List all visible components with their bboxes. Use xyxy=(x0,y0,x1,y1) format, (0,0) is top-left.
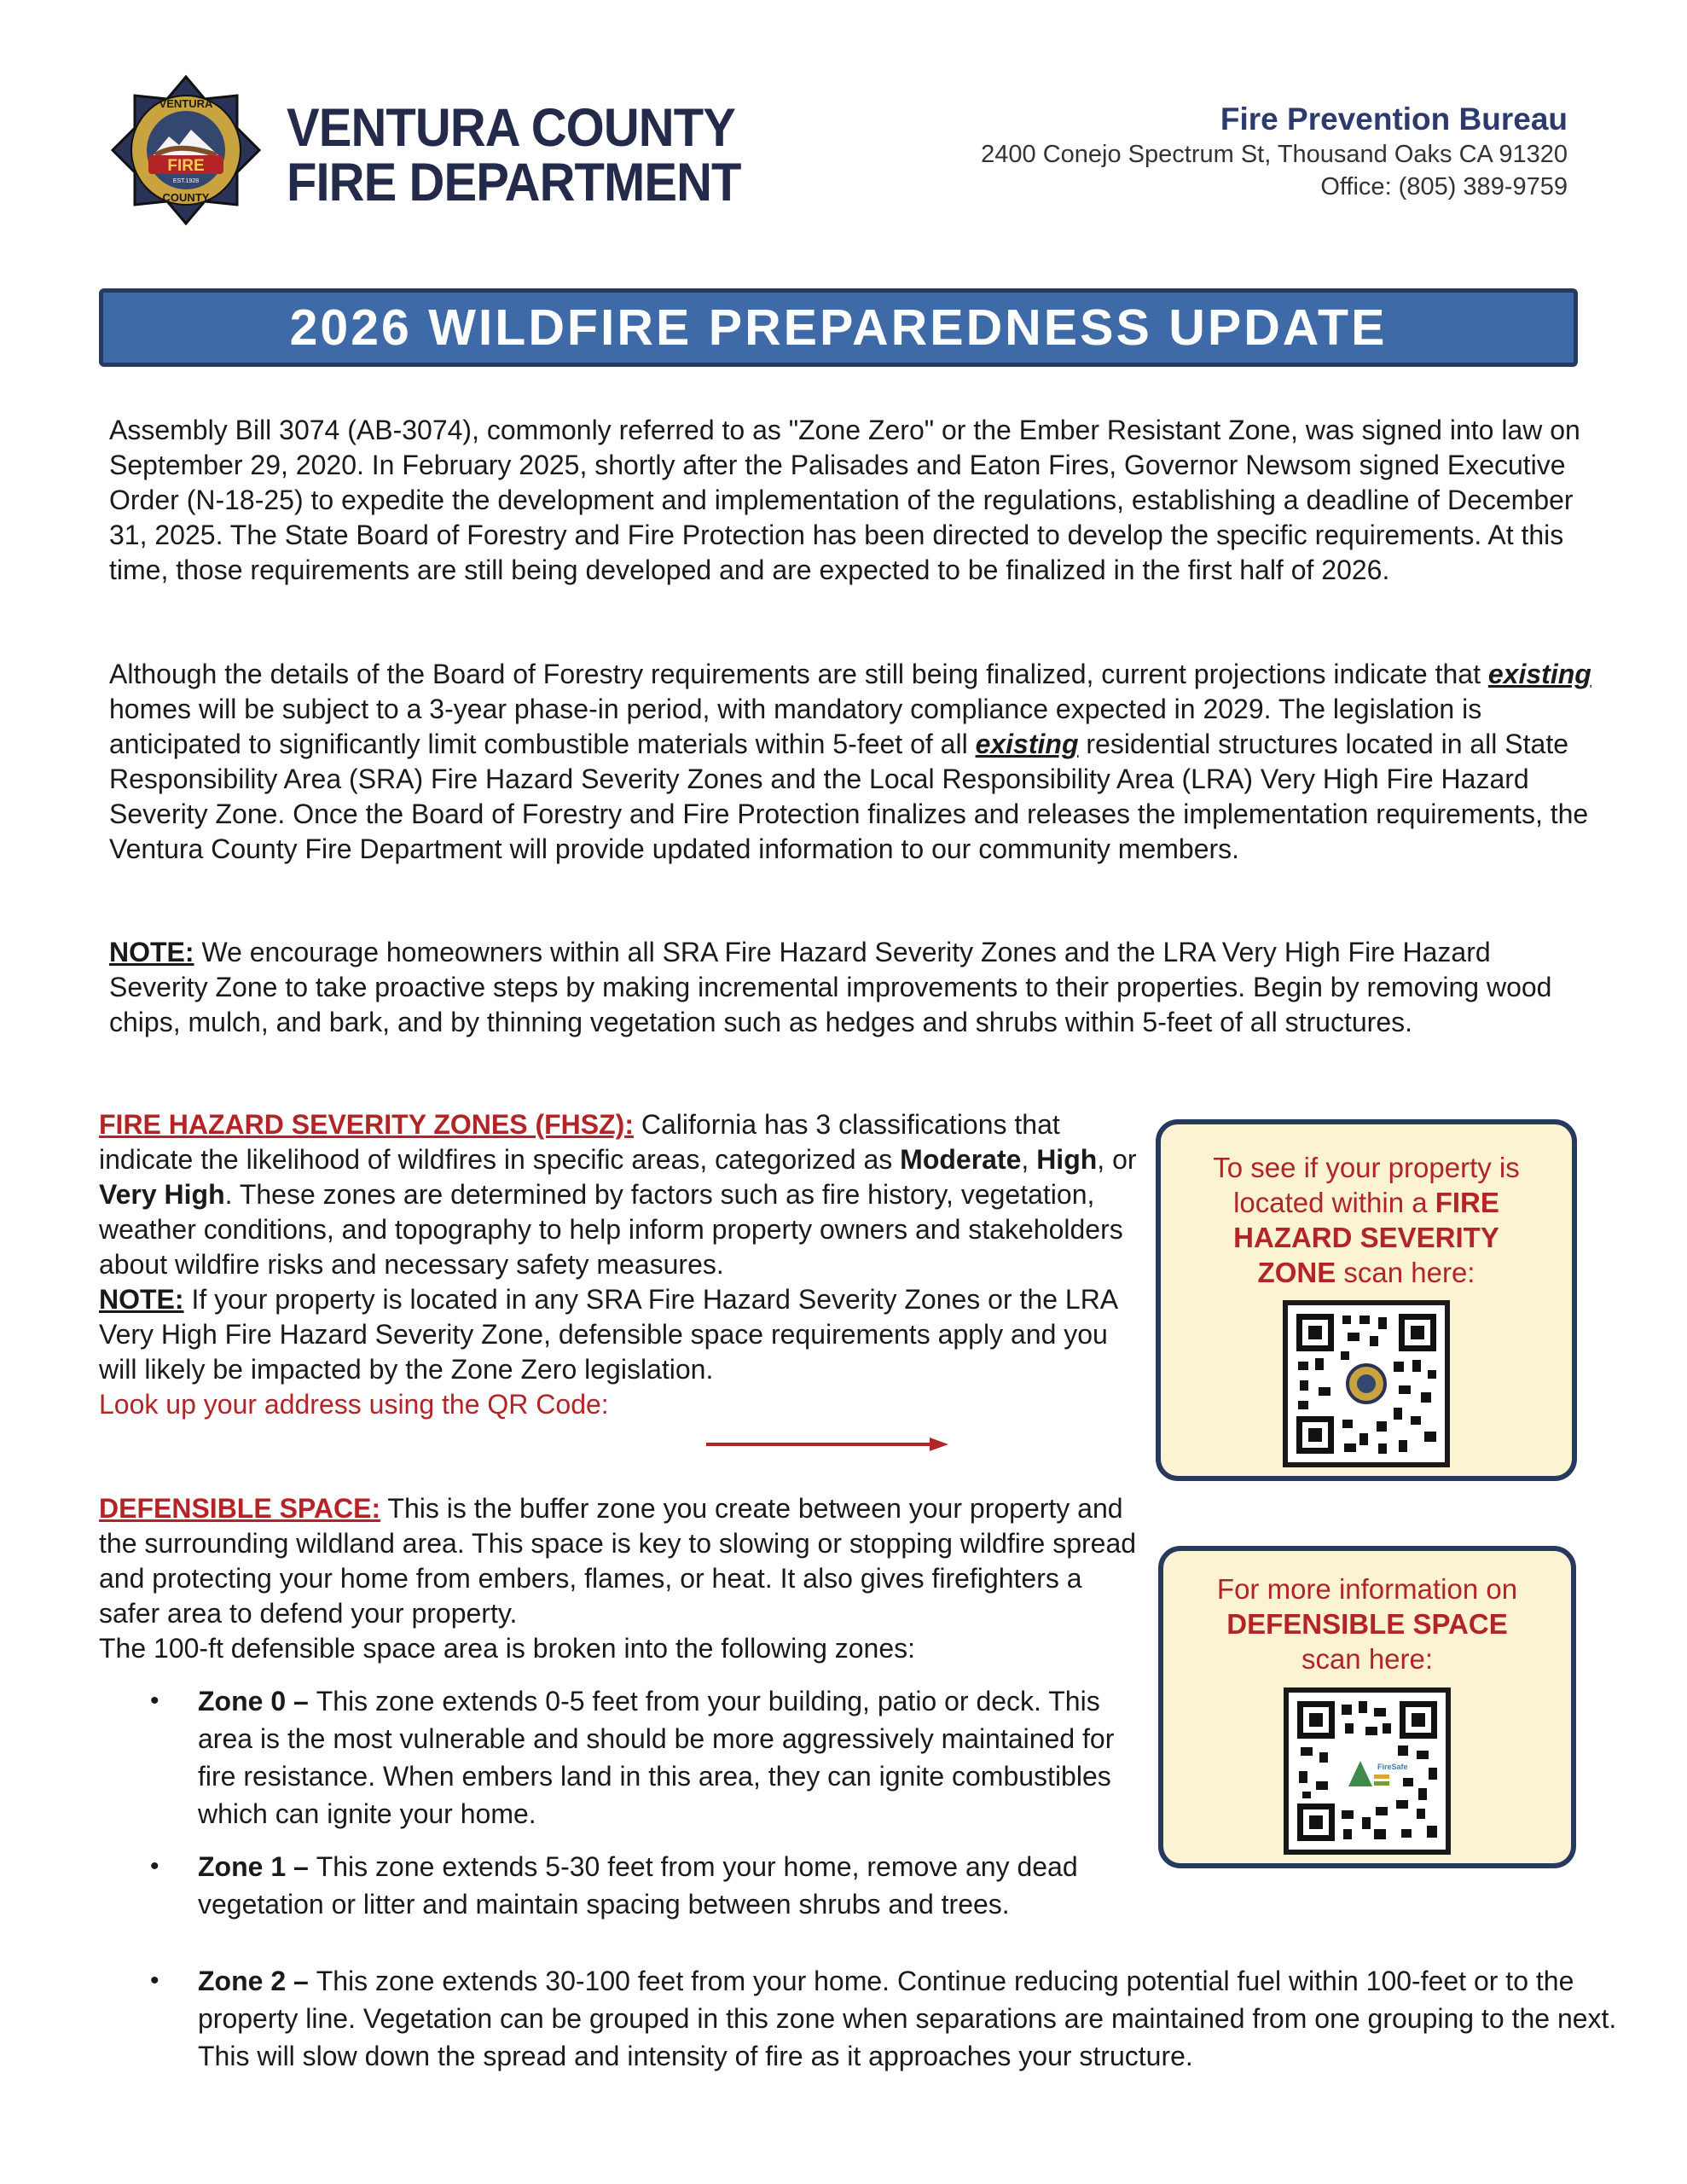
fhsz-qr-code[interactable] xyxy=(1283,1300,1450,1467)
fhsz-heading: FIRE HAZARD SEVERITY ZONES (FHSZ): xyxy=(99,1109,634,1140)
zone-name: Zone 2 xyxy=(198,1966,287,1996)
bureau-contact xyxy=(981,101,1568,203)
note-label: NOTE: xyxy=(99,1284,184,1315)
list-item-zone-1: Zone 1 – This zone extends 5-30 feet from your home, remove any dead vegetation or litter and maintain spacing between shrubs and trees. xyxy=(198,1851,1078,1920)
note-label: NOTE: xyxy=(109,937,194,967)
bureau-phone: Office: (805) 389-9759 xyxy=(1320,173,1568,200)
fhsz-section: FIRE HAZARD SEVERITY ZONES (FHSZ): California has 3 classifications that indicate the likelihood of wildfires in specific areas, categorized as Moderate, High, or Very High. These zones are determined by factors such as fire history, vegetation, weather conditions, and topography to help inform property owners and stakeholders about wildfire risks and necessary safety measures. NOTE: If your property is located in any SRA Fire Hazard Severity Zones or the LRA Very High Fire Hazard Severity Zone, defensible space requirements apply and you will likely be impacted by the Zone Zero legislation. Look up your address using the QR Code: xyxy=(99,1109,1137,1420)
list-item-zone-2: Zone 2 – This zone extends 30-100 feet from your home. Continue reducing potential fuel within 100-feet or to the property line. Vegetation can be grouped in this zone when separations are maintained from one grouping to the next. This will slow down the spread and intensity of fire as it approaches your structure. xyxy=(198,1966,1617,2071)
zone-name: Zone 1 xyxy=(198,1851,287,1882)
lookup-instruction: Look up your address using the QR Code: xyxy=(99,1389,609,1420)
defensible-space-section: DEFENSIBLE SPACE: This is the buffer zone you create between your property and the surrounding wildland area. This space is key to slowing or stopping wildfire spread and protecting your home from embers, flames, or heat. It also gives firefighters a safer area to defend your property. The 100-ft defensible space area is broken into the following zones: xyxy=(99,1493,1137,1664)
fhsz-qr-card xyxy=(1156,1119,1577,1481)
zone-name: Zone 0 xyxy=(198,1686,287,1716)
bullet-icon: • xyxy=(150,1966,159,1995)
svg-text:COUNTY: COUNTY xyxy=(162,191,210,204)
svg-text:FIRE: FIRE xyxy=(167,157,205,175)
defensible-space-qr-card: For more information on DEFENSIBLE SPACE scan here: FireSafe xyxy=(1158,1546,1576,1868)
list-item-zone-0: Zone 0 – This zone extends 0-5 feet from your building, patio or deck. This area is the most vulnerable and should be more aggressively maintained for fire resistance. When embers land in this area, they can ignite combustibles which can ignite your home. xyxy=(198,1686,1115,1829)
intro-paragraph: Assembly Bill 3074 (AB-3074), commonly referred to as "Zone Zero" or the Ember Resistant Zone, was signed into law on September 29, 2020. In February 2025, shortly after the Palisades and Eaton Fires, Governor Newsom signed Executive Order (N-18-25) to expedite the development and implementation of the regulations, establishing a deadline of December 31, 2025. The State Board of Forestry and Fire Protection has been directed to develop the specific requirements. At this time, those requirements are still being developed and are expected to be finalized in the first half of 2026. xyxy=(109,415,1580,585)
department-name-line2: FIRE DEPARTMENT xyxy=(287,153,741,212)
bureau-address: 2400 Conejo Spectrum St, Thousand Oaks CA 91320 xyxy=(981,141,1568,168)
svg-text:FireSafe: FireSafe xyxy=(1377,1763,1408,1771)
bullet-icon: • xyxy=(150,1852,159,1880)
page-title: 2026 WILDFIRE PREPAREDNESS UPDATE xyxy=(289,299,1388,356)
bullet-icon: • xyxy=(150,1687,159,1715)
zones-intro: The 100-ft defensible space area is broken into the following zones: xyxy=(99,1633,916,1664)
fire-department-badge-icon xyxy=(109,73,263,227)
svg-text:VENTURA: VENTURA xyxy=(159,97,213,110)
department-name-line1: VENTURA COUNTY xyxy=(287,98,735,158)
bureau-title: Fire Prevention Bureau xyxy=(1220,102,1568,136)
defensible-space-heading: DEFENSIBLE SPACE: xyxy=(99,1493,381,1524)
defensible-space-qr-code[interactable] xyxy=(1284,1687,1451,1855)
note-paragraph: NOTE: We encourage homeowners within all SRA Fire Hazard Severity Zones and the LRA Very High Fire Hazard Severity Zone to take proactive steps by making incremental improvements to their properties. Begin by removing wood chips, mulch, and bark, and by thinning vegetation such as hedges and shrubs within 5-feet of all structures. xyxy=(109,937,1552,1037)
projection-paragraph: Although the details of the Board of Forestry requirements are still being finalized, current projections indicate that existing homes will be subject to a 3-year phase-in period, with mandatory compliance expected in 2029. The legislation is anticipated to significantly limit combustible materials within 5-feet of all existing residential structures located in all State Responsibility Area (SRA) Fire Hazard Severity Zones and the Local Responsibility Area (LRA) Very High Fire Hazard Severity Zone. Once the Board of Forestry and Fire Protection finalizes and releases the implementation requirements, the Ventura County Fire Department will provide updated information to our community members. xyxy=(109,659,1591,864)
arrow-right-icon xyxy=(706,1437,949,1452)
emphasis-existing: existing xyxy=(975,729,1079,759)
qr-code-icon xyxy=(1288,1305,1445,1462)
fhsz-qr-caption: To see if your property is located within a FIRE HAZARD SEVERITY ZONE scan here: xyxy=(1213,1152,1520,1288)
svg-text:EST.1928: EST.1928 xyxy=(172,178,200,184)
title-banner xyxy=(99,288,1578,367)
qr-code-icon xyxy=(1289,1693,1446,1850)
department-name xyxy=(287,98,741,212)
emphasis-existing: existing xyxy=(1487,659,1591,689)
